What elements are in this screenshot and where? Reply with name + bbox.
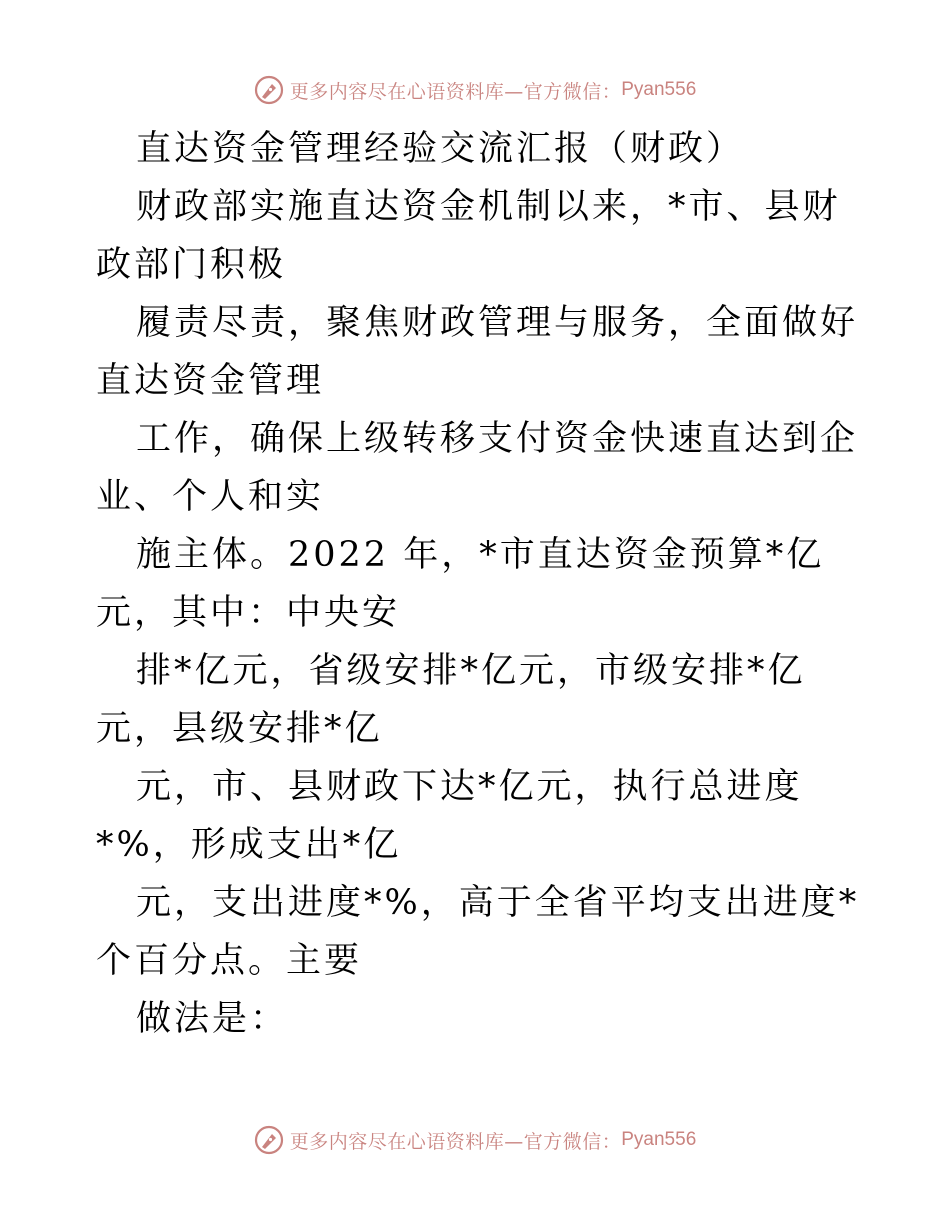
paragraph-line: 施主体。2022 年，*市直达资金预算*亿元，其中：中央安 (96, 535, 825, 633)
paragraph-line: 元，市、县财政下达*亿元，执行总进度*%，形成支出*亿 (96, 767, 803, 865)
watermark-wechat-id: Pyan556 (621, 79, 697, 100)
paragraph-line: 排*亿元，省级安排*亿元，市级安排*亿元，县级安排*亿 (96, 651, 806, 749)
header-watermark (0, 72, 950, 108)
paragraph-line: 履责尽责，聚焦财政管理与服务，全面做好直达资金管理 (96, 303, 859, 401)
paragraph-line: 做法是： (136, 999, 289, 1039)
pen-nib-logo-icon (254, 75, 284, 105)
paragraph-line: 工作，确保上级转移支付资金快速直达到企业、个人和实 (96, 419, 859, 517)
watermark-text: 更多内容尽在心语资料库—官方微信： (289, 1130, 622, 1153)
paragraph-line: 元，支出进度*%，高于全省平均支出进度*个百分点。主要 (96, 883, 860, 981)
document-body (96, 120, 866, 1048)
watermark-wechat-id: Pyan556 (621, 1129, 697, 1150)
watermark-text: 更多内容尽在心语资料库—官方微信： (289, 80, 622, 103)
pen-nib-logo-icon (254, 1125, 284, 1155)
paragraph-line: 财政部实施直达资金机制以来，*市、县财政部门积极 (96, 187, 841, 285)
footer-watermark (0, 1122, 950, 1158)
document-title: 直达资金管理经验交流汇报（财政） (136, 129, 745, 169)
